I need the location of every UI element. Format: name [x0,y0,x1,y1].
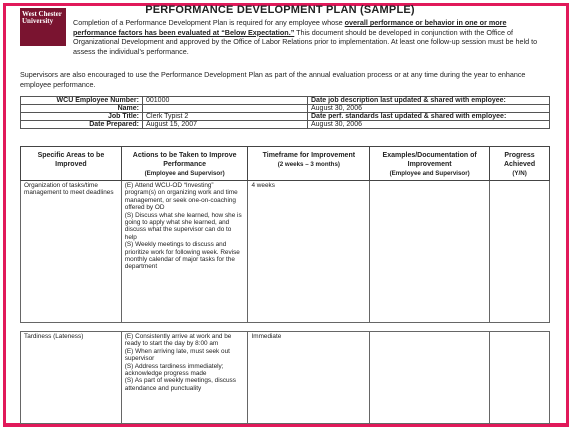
improvement-plan-table [20,146,550,424]
perf-std-label: Date perf. standards last updated & shared with employee: [308,113,550,121]
col-header-title: Specific Areas to be Improved [37,152,105,168]
actions-cell[interactable]: (E) Attend WCU-OD “Investing” program(s) on organizing work and time management, or seek one-on-coaching offered by OD (S) Discuss what she learned, how she is going to apply what she learned, and discuss what the supervisor can do to help (S) Weekly meetings to discuss and prioritize work for following week. Revise monthly calendar of major tasks for the department [121,181,248,323]
logo-text: West Chester University [22,10,62,25]
progress-cell[interactable] [490,181,550,323]
info-row [21,113,550,121]
col-header-progress [490,147,550,181]
col-header-title: Timeframe for Improvement [262,152,356,159]
employee-number-label: WCU Employee Number: [21,97,143,105]
col-header-timeframe [248,147,370,181]
intro-highlight: overall performance or behavior in one or more performance factors has been evaluated at “Below Expectation.” [73,18,507,37]
table-row [21,332,550,424]
progress-cell[interactable] [490,332,550,424]
area-cell[interactable]: Organization of tasks/time management to meet deadlines [21,181,122,323]
intro-paragraph [73,18,543,56]
name-label: Name: [21,105,143,113]
col-header-title: Examples/Documentation of Improvement [382,152,477,168]
col-header-sub: (Employee and Supervisor) [144,170,225,177]
col-header-title: Actions to be Taken to Improve Performance [132,152,237,168]
col-header-sub: (Y/N) [512,170,527,177]
date-prepared-label: Date Prepared: [21,121,143,129]
employee-info-table [20,96,550,129]
supervisor-note: Supervisors are also encouraged to use the Performance Development Plan as part of the annual evaluation process or at any time during the year to enhance employee performance. [20,70,526,89]
col-header-examples [370,147,490,181]
job-desc-date[interactable]: August 30, 2006 [308,105,550,113]
examples-cell[interactable] [370,332,490,424]
name-field[interactable] [143,105,308,113]
col-header-sub: (Employee and Supervisor) [389,170,470,177]
area-cell[interactable]: Tardiness (Lateness) [21,332,122,424]
intro-text-1: Completion of a Performance Development Plan is required for any employee whose [73,18,345,27]
timeframe-cell[interactable]: Immediate [248,332,370,424]
col-header-sub: (2 weeks – 3 months) [277,161,340,168]
job-desc-label: Date job description last updated & shared with employee: [308,97,550,105]
university-logo [20,8,66,46]
info-row [21,105,550,113]
perf-std-date[interactable]: August 30, 2006 [308,121,550,129]
examples-cell[interactable] [370,181,490,323]
col-header-areas [21,147,122,181]
employee-number-field[interactable]: 001000 [143,97,308,105]
job-title-field[interactable]: Clerk Typist 2 [143,113,308,121]
info-row [21,97,550,105]
intro-text-2: This document should be developed in conjunction with the Office of Organizational Development and approved by the Office of Labor Relations prior to implementation. At least one follow-up session must be held to assess the individual’s performance. [73,27,538,56]
info-row [21,121,550,129]
col-header-actions [121,147,248,181]
row-spacer [21,323,550,332]
col-header-title: Progress Achieved [503,152,536,168]
job-title-label: Job Title: [21,113,143,121]
timeframe-cell[interactable]: 4 weeks [248,181,370,323]
page-title: PERFORMANCE DEVELOPMENT PLAN (SAMPLE) [145,4,415,16]
table-header-row [21,147,550,181]
table-row [21,181,550,323]
actions-cell[interactable]: (E) Consistently arrive at work and be ready to start the day by 8:00 am (E) When arriving late, must seek out supervisor (S) Address tardiness immediately; acknowledge progress made (S) As part of weekly meetings, discuss attendance and punctuality [121,332,248,424]
date-prepared-field[interactable]: August 15, 2007 [143,121,308,129]
